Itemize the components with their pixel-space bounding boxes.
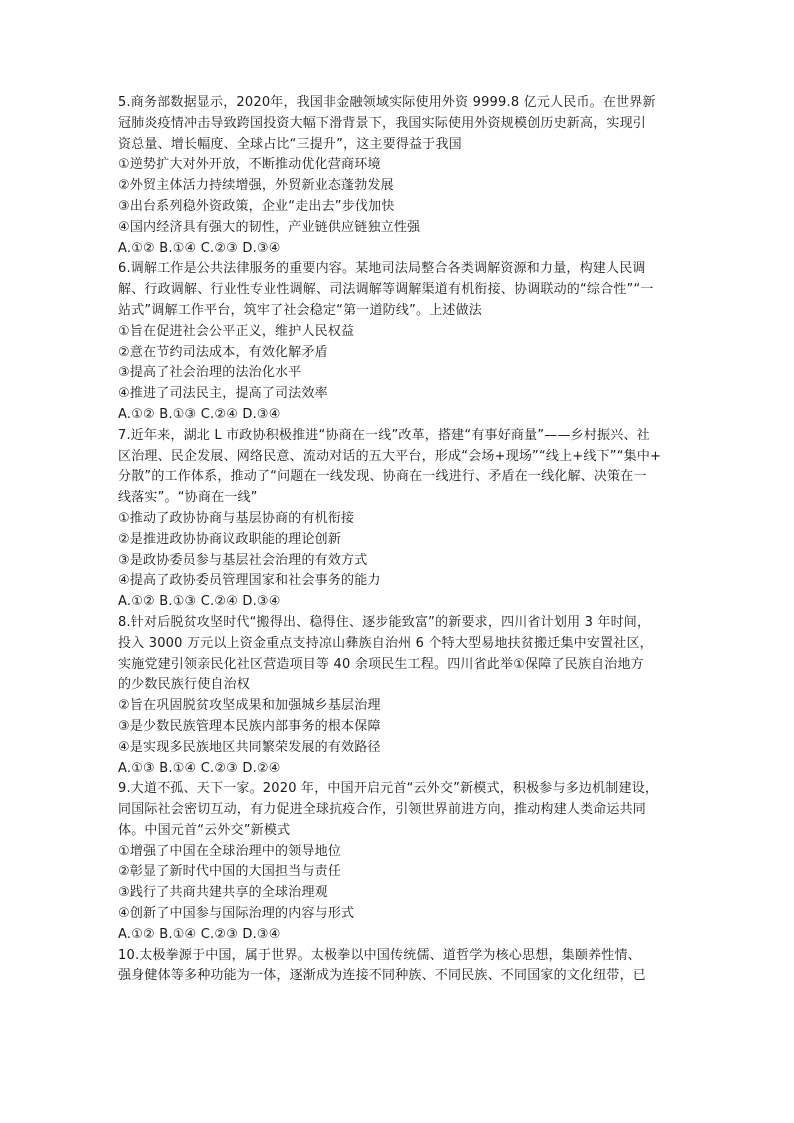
question-option: ④推进了司法民主，提高了司法效率 [118,386,328,402]
answer-choices: A.①② B.①③ C.②④ D.③④ [118,594,281,610]
question-option: ②旨在巩固脱贫攻坚成果和加强城乡基层治理 [118,698,381,714]
question-stem-line: 线落实”。“协商在一线” [118,490,258,506]
question-option: ②彰显了新时代中国的大国担当与责任 [118,864,342,880]
question-option: ②是推进政协协商议政职能的理论创新 [118,531,342,547]
question-option: ①旨在促进社会公平正义，维护人民权益 [118,323,355,339]
question-stem-line: 资总量、增长幅度、全球占比“三提升”，这主要得益于我国 [118,136,462,152]
question-option: ④是实现多民族地区共同繁荣发展的有效路径 [118,739,381,755]
question-stem-line: 强身健体等多种功能为一体，逐渐成为连接不同种族、不同民族、不同国家的文化纽带，已 [118,968,647,984]
question-stem-line: 解、行政调解、行业性专业性调解、司法调解等调解渠道有机衔接、协调联动的“综合性”“一 [118,282,654,298]
answer-choices: A.①③ B.①④ C.②③ D.②④ [118,760,281,776]
question-option: ②外贸主体活力持续增强，外贸新业态蓬勃发展 [118,178,394,194]
question-block [118,946,678,988]
question-stem-line: 5.商务部数据显示，2020年，我国非金融领域实际使用外资 9999.8 亿元人民币。在世界新 [118,95,656,110]
question-option: ①增强了中国在全球治理中的领导地位 [118,843,342,859]
question-option: ③提高了社会治理的法治化水平 [118,365,302,381]
question-option: ④创新了中国参与国际治理的内容与形式 [118,906,355,922]
question-option: ③是少数民族管理本民族内部事务的根本保障 [118,718,381,734]
question-option: ②意在节约司法成本，有效化解矛盾 [118,344,328,360]
question-option: ④国内经济具有强大的韧性，产业链供应链独立性强 [118,219,421,235]
question-stem-line: 冠肺炎疫情冲击导致跨国投资大幅下滑背景下，我国实际使用外资规模创历史新高，实现引 [118,115,647,131]
question-block [118,426,678,613]
question-stem-line: 的少数民族行使自治权 [118,677,251,693]
question-stem-line: 10.太极拳源于中国，属于世界。太极拳以中国传统儒、道哲学为核心思想，集颐养性情、 [118,947,641,963]
question-stem-line: 区治理、民企发展、网络民意、流动对话的五大平台，形成“会场+现场”“线上+线下”“集中+ [118,448,662,464]
question-block [118,779,678,945]
answer-choices: A.①② B.①③ C.②④ D.③④ [118,406,281,422]
question-list [118,93,678,987]
question-block [118,259,678,425]
question-option: ①推动了政协协商与基层协商的有机衔接 [118,510,355,526]
question-option: ③出台系列稳外资政策，企业“走出去”步伐加快 [118,198,395,214]
question-stem-line: 站式”调解工作平台，筑牢了社会稳定“第一道防线”。上述做法 [118,302,483,318]
question-stem-line: 9.大道不孤、天下一家。2020 年，中国开启元首“云外交”新模式，积极参与多边机制建设， [118,781,659,797]
question-stem-line: 8.针对后脱贫攻坚时代“搬得出、稳得住、逐步能致富”的新要求，四川省计划用 3 年时间， [118,614,651,630]
question-stem-line: 实施党建引领亲民化社区营造项目等 40 余项民生工程。四川省此举①保障了民族自治地方 [118,656,644,672]
question-stem-line: 同国际社会密切互动，有力促进全球抗疫合作，引领世界前进方向，推动构建人类命运共同 [118,802,647,818]
question-option: ③是政协委员参与基层社会治理的有效方式 [118,552,368,568]
question-stem-line: 7.近年来，湖北 L 市政协积极推进“协商在一线”改革，搭建“有事好商量”——乡村振兴、社 [118,427,650,443]
question-stem-line: 6.调解工作是公共法律服务的重要内容。某地司法局整合各类调解资源和力量，构建人民调 [118,261,646,277]
question-block [118,93,678,259]
question-stem-line: 体。中国元首“云外交”新模式 [118,822,291,838]
question-option: ③践行了共商共建共享的全球治理观 [118,885,328,901]
question-block [118,613,678,779]
question-stem-line: 分散”的工作体系，推动了“问题在一线发现、协商在一线进行、矛盾在一线化解、决策在一 [118,469,647,485]
question-option: ①逆势扩大对外开放，不断推动优化营商环境 [118,157,381,173]
question-stem-line: 投入 3000 万元以上资金重点支持凉山彝族自治州 6 个特大型易地扶贫搬迁集中安置社区， [118,635,653,651]
answer-choices: A.①② B.①④ C.②③ D.③④ [118,240,281,256]
answer-choices: A.①② B.①④ C.②③ D.③④ [118,926,281,942]
question-option: ④提高了政协委员管理国家和社会事务的能力 [118,573,381,589]
